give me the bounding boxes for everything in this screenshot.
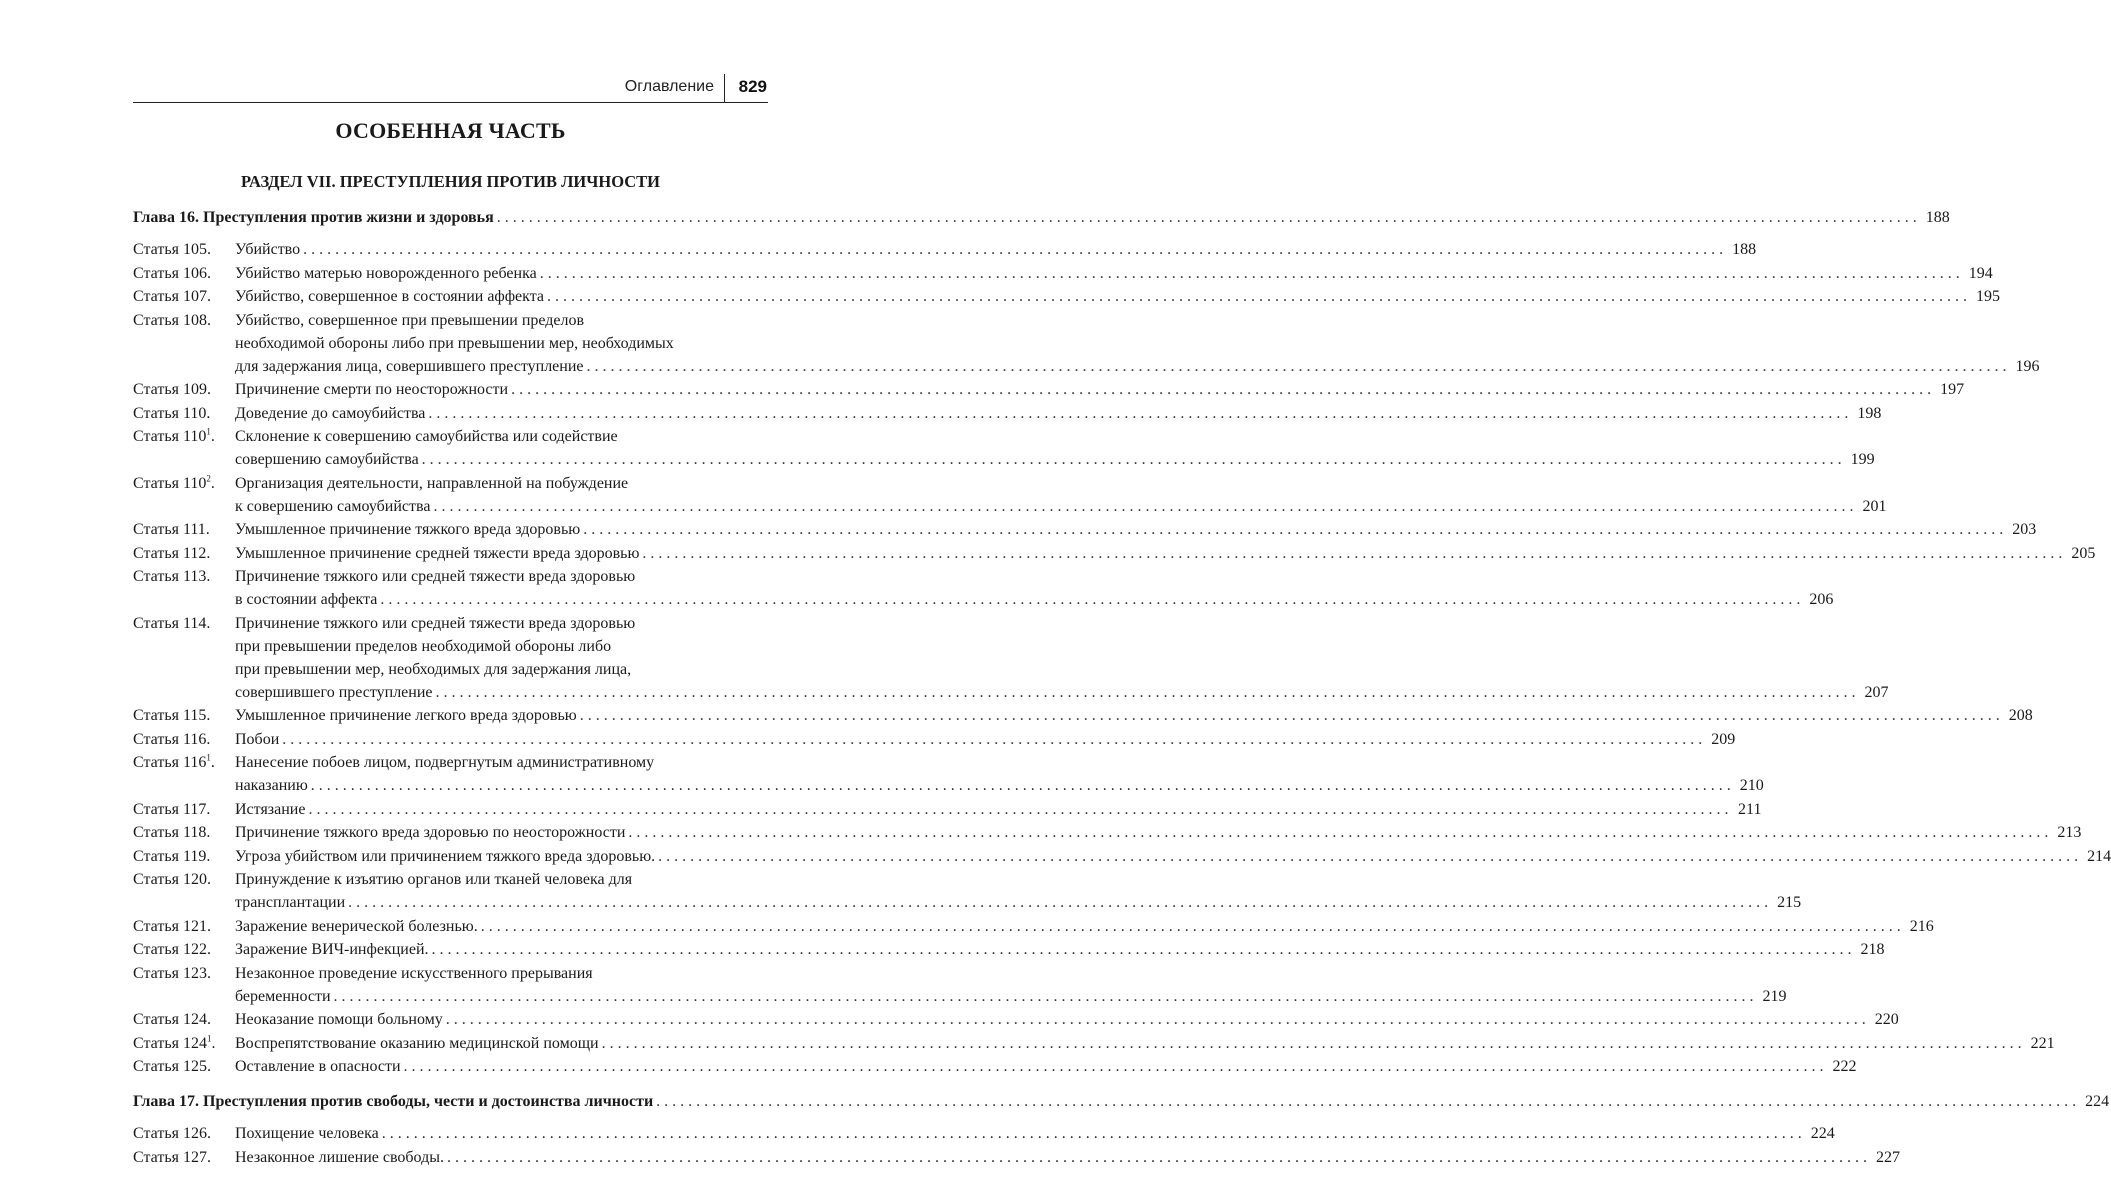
- toc-article-121[interactable]: [133, 915, 1934, 938]
- article-title: Похищение человека: [235, 1125, 379, 1142]
- article-title: Умышленное причинение тяжкого вреда здоровью: [235, 521, 581, 538]
- article-title: Неоказание помощи больному: [235, 1011, 443, 1028]
- article-label: Статья 113.: [133, 568, 211, 585]
- article-title-line: при превышении пределов необходимой обороны либо: [235, 637, 612, 655]
- article-page: 213: [2057, 824, 2082, 841]
- article-page: 210: [1739, 777, 1764, 794]
- article-title-line: для задержания лица, совершившего преступление: [235, 357, 584, 375]
- article-page: 197: [1940, 381, 1965, 398]
- running-head-divider: [724, 74, 726, 102]
- toc-article-111[interactable]: [133, 518, 2037, 541]
- article-title: Убийство, совершенное в состоянии аффекта: [235, 288, 545, 305]
- running-head: [133, 70, 768, 103]
- article-label: Статья 123.: [133, 964, 211, 982]
- article-title: Заражение ВИЧ-инфекцией.: [235, 941, 429, 958]
- article-label: Статья 117.: [133, 800, 211, 818]
- dot-leader: [511, 378, 1931, 401]
- article-title: Побои: [235, 730, 280, 748]
- article-label: Статья 120.: [133, 871, 211, 888]
- article-page: 198: [1857, 404, 1882, 422]
- article-page: 208: [2008, 707, 2033, 724]
- toc-article-110[interactable]: [133, 402, 1882, 425]
- article-label: Статья $116^1$.: [133, 752, 215, 771]
- toc-article-109[interactable]: [133, 378, 1965, 401]
- article-label: Статья $110^1$.: [133, 426, 215, 445]
- section-title: РАЗДЕЛ VII. ПРЕСТУПЛЕНИЯ ПРОТИВ ЛИЧНОСТИ: [240, 172, 661, 191]
- article-title: Причинение смерти по неосторожности: [235, 381, 509, 398]
- toc-article-116-1[interactable]: [133, 751, 1764, 797]
- dot-leader: [433, 495, 1853, 518]
- article-page: 196: [2015, 357, 2040, 375]
- toc-chapter-17[interactable]: [133, 1090, 2110, 1113]
- article-title-line: наказанию: [235, 777, 308, 794]
- article-title-line: Организация деятельности, направленной на побуждение: [235, 474, 629, 492]
- article-title: Незаконное лишение свободы.: [235, 1148, 444, 1166]
- toc-article-107[interactable]: [133, 285, 2001, 308]
- toc-article-110-1[interactable]: [133, 425, 1875, 471]
- toc-article-113[interactable]: [133, 565, 1834, 611]
- article-page: 211: [1738, 800, 1762, 818]
- article-title-line: совершению самоубийства: [235, 451, 419, 468]
- article-title-line: совершившего преступление: [235, 683, 433, 701]
- article-title: Истязание: [235, 800, 306, 818]
- dot-leader: [308, 798, 1728, 821]
- toc-article-124[interactable]: [133, 1008, 1899, 1031]
- article-title-line: Убийство, совершенное при превышении пределов: [235, 311, 585, 329]
- toc-article-112[interactable]: [133, 542, 2096, 565]
- dot-leader: [334, 985, 1754, 1008]
- article-label: Статья 114.: [133, 614, 211, 632]
- article-page: 227: [1875, 1148, 1900, 1166]
- dot-leader: [642, 542, 2062, 565]
- dot-leader: [311, 774, 1731, 797]
- article-title-line: трансплантации: [235, 894, 346, 911]
- chapter-page: 224: [2085, 1093, 2110, 1110]
- toc-article-119[interactable]: [133, 845, 2111, 868]
- article-page: 201: [1862, 497, 1887, 515]
- toc-article-127[interactable]: [133, 1146, 1900, 1169]
- article-label: Статья 126.: [133, 1125, 211, 1142]
- dot-leader: [547, 285, 1967, 308]
- toc-article-123[interactable]: [133, 962, 1787, 1008]
- article-label: Статья 108.: [133, 311, 211, 329]
- article-page: 199: [1850, 451, 1875, 468]
- toc-article-126[interactable]: [133, 1122, 1835, 1145]
- dot-leader: [422, 448, 1842, 471]
- page-number: 829: [738, 77, 767, 96]
- dot-leader: [348, 891, 1768, 914]
- article-label: Статья $110^2$.: [133, 473, 215, 492]
- article-page: 207: [1864, 683, 1889, 701]
- toc-article-117[interactable]: [133, 798, 1762, 821]
- article-label: Статья 111.: [133, 521, 210, 538]
- article-title-line: Незаконное проведение искусственного прерывания: [235, 964, 593, 982]
- toc-article-106[interactable]: [133, 262, 1993, 285]
- chapter-page: 188: [1925, 209, 1950, 226]
- article-title-line: Склонение к совершению самоубийства или содействие: [235, 428, 618, 445]
- article-title: Угроза убийством или причинением тяжкого вреда здоровью.: [235, 847, 656, 865]
- toc-article-122[interactable]: [133, 938, 1885, 961]
- dot-leader: [628, 821, 2048, 844]
- toc-article-124-1[interactable]: [133, 1032, 2055, 1055]
- dot-leader: [540, 262, 1960, 285]
- article-label: Статья 106.: [133, 264, 211, 282]
- dot-leader: [481, 915, 1901, 938]
- article-title: Убийство матерью новорожденного ребенка: [235, 264, 537, 282]
- table-of-contents: [133, 206, 2111, 1169]
- chapter-title: Глава 16. Преступления против жизни и здоровья: [133, 209, 494, 226]
- toc-article-116[interactable]: [133, 728, 1736, 751]
- dot-leader: [656, 1090, 2076, 1113]
- article-page: 215: [1777, 894, 1802, 911]
- article-page: 218: [1860, 941, 1885, 958]
- article-title: Воспрепятствование оказанию медицинской помощи: [235, 1034, 599, 1052]
- dot-leader: [303, 238, 1723, 261]
- dot-leader: [404, 1055, 1824, 1078]
- article-page: 209: [1711, 730, 1736, 748]
- article-title-line: Причинение тяжкого или средней тяжести вреда здоровью: [235, 614, 636, 632]
- article-title-line: необходимой обороны либо при превышении мер, необходимых: [235, 334, 674, 352]
- article-page: 205: [2071, 544, 2096, 562]
- dot-leader: [380, 588, 1800, 611]
- toc-article-105[interactable]: [133, 238, 1757, 261]
- article-label: Статья 112.: [133, 544, 211, 562]
- article-title-line: в состоянии аффекта: [235, 591, 378, 608]
- article-label: Статья 115.: [133, 707, 211, 724]
- article-page: 214: [2087, 847, 2111, 865]
- dot-leader: [447, 1146, 1867, 1169]
- dot-leader: [382, 1122, 1802, 1145]
- article-title: Оставление в опасности: [235, 1058, 401, 1075]
- running-head-title: Оглавление: [624, 78, 714, 95]
- article-title: Причинение тяжкого вреда здоровью по неосторожности: [235, 824, 626, 841]
- dot-leader: [583, 518, 2003, 541]
- article-title: Заражение венерической болезнью.: [235, 917, 478, 935]
- article-label: Статья 116.: [133, 730, 211, 748]
- dot-leader: [432, 938, 1852, 961]
- article-label: Статья 110.: [133, 404, 211, 422]
- article-label: Статья 107.: [133, 288, 211, 305]
- dot-leader: [580, 704, 2000, 727]
- toc-article-115[interactable]: [133, 704, 2033, 727]
- chapter-title: Глава 17. Преступления против свободы, чести и достоинства личности: [133, 1093, 654, 1110]
- article-page: 216: [1909, 917, 1934, 935]
- article-title-line: к совершению самоубийства: [235, 497, 431, 515]
- toc-article-114[interactable]: [133, 612, 1889, 704]
- part-title: ОСОБЕННАЯ ЧАСТЬ: [335, 118, 566, 143]
- article-title-line: Принуждение к изъятию органов или тканей человека для: [235, 871, 633, 888]
- article-page: 220: [1874, 1011, 1899, 1028]
- article-page: 206: [1809, 591, 1834, 608]
- article-label: Статья 127.: [133, 1148, 211, 1166]
- dot-leader: [428, 402, 1848, 425]
- dot-leader: [436, 681, 1856, 704]
- article-page: 224: [1810, 1125, 1835, 1142]
- article-title-line: беременности: [235, 987, 331, 1005]
- article-title-line: Нанесение побоев лицом, подвергнутым административному: [235, 754, 655, 771]
- toc-article-120[interactable]: [133, 868, 1802, 914]
- article-label: Статья 105.: [133, 241, 211, 258]
- article-label: Статья 125.: [133, 1058, 211, 1075]
- article-label: Статья 109.: [133, 381, 211, 398]
- toc-article-108[interactable]: [133, 309, 2040, 378]
- article-label: Статья 124.: [133, 1011, 211, 1028]
- article-page: 221: [2030, 1034, 2055, 1052]
- article-title: Умышленное причинение средней тяжести вреда здоровью: [235, 544, 640, 562]
- article-title-line: при превышении мер, необходимых для задержания лица,: [235, 660, 632, 678]
- article-label: Статья 122.: [133, 941, 211, 958]
- article-label: Статья 119.: [133, 847, 211, 865]
- article-page: 195: [1976, 288, 2001, 305]
- article-label: Статья 118.: [133, 824, 211, 841]
- dot-leader: [497, 206, 1917, 229]
- toc-chapter-16[interactable]: [133, 206, 1950, 229]
- article-label: Статья 121.: [133, 917, 211, 935]
- article-title: Убийство: [235, 241, 301, 258]
- article-title: Умышленное причинение легкого вреда здоровью: [235, 707, 577, 724]
- article-page: 219: [1762, 987, 1787, 1005]
- article-page: 222: [1832, 1058, 1857, 1075]
- dot-leader: [587, 355, 2007, 378]
- dot-leader: [282, 728, 1702, 751]
- dot-leader: [602, 1032, 2022, 1055]
- dot-leader: [658, 845, 2078, 868]
- dot-leader: [446, 1008, 1866, 1031]
- toc-article-125[interactable]: [133, 1055, 1857, 1078]
- article-page: 188: [1732, 241, 1757, 258]
- toc-article-110-2[interactable]: [133, 472, 1887, 518]
- article-label: Статья $124^1$.: [133, 1033, 216, 1052]
- article-page: 194: [1968, 264, 1993, 282]
- article-page: 203: [2012, 521, 2037, 538]
- toc-article-118[interactable]: [133, 821, 2082, 844]
- article-title-line: Причинение тяжкого или средней тяжести вреда здоровью: [235, 568, 636, 585]
- article-title: Доведение до самоубийства: [235, 404, 426, 422]
